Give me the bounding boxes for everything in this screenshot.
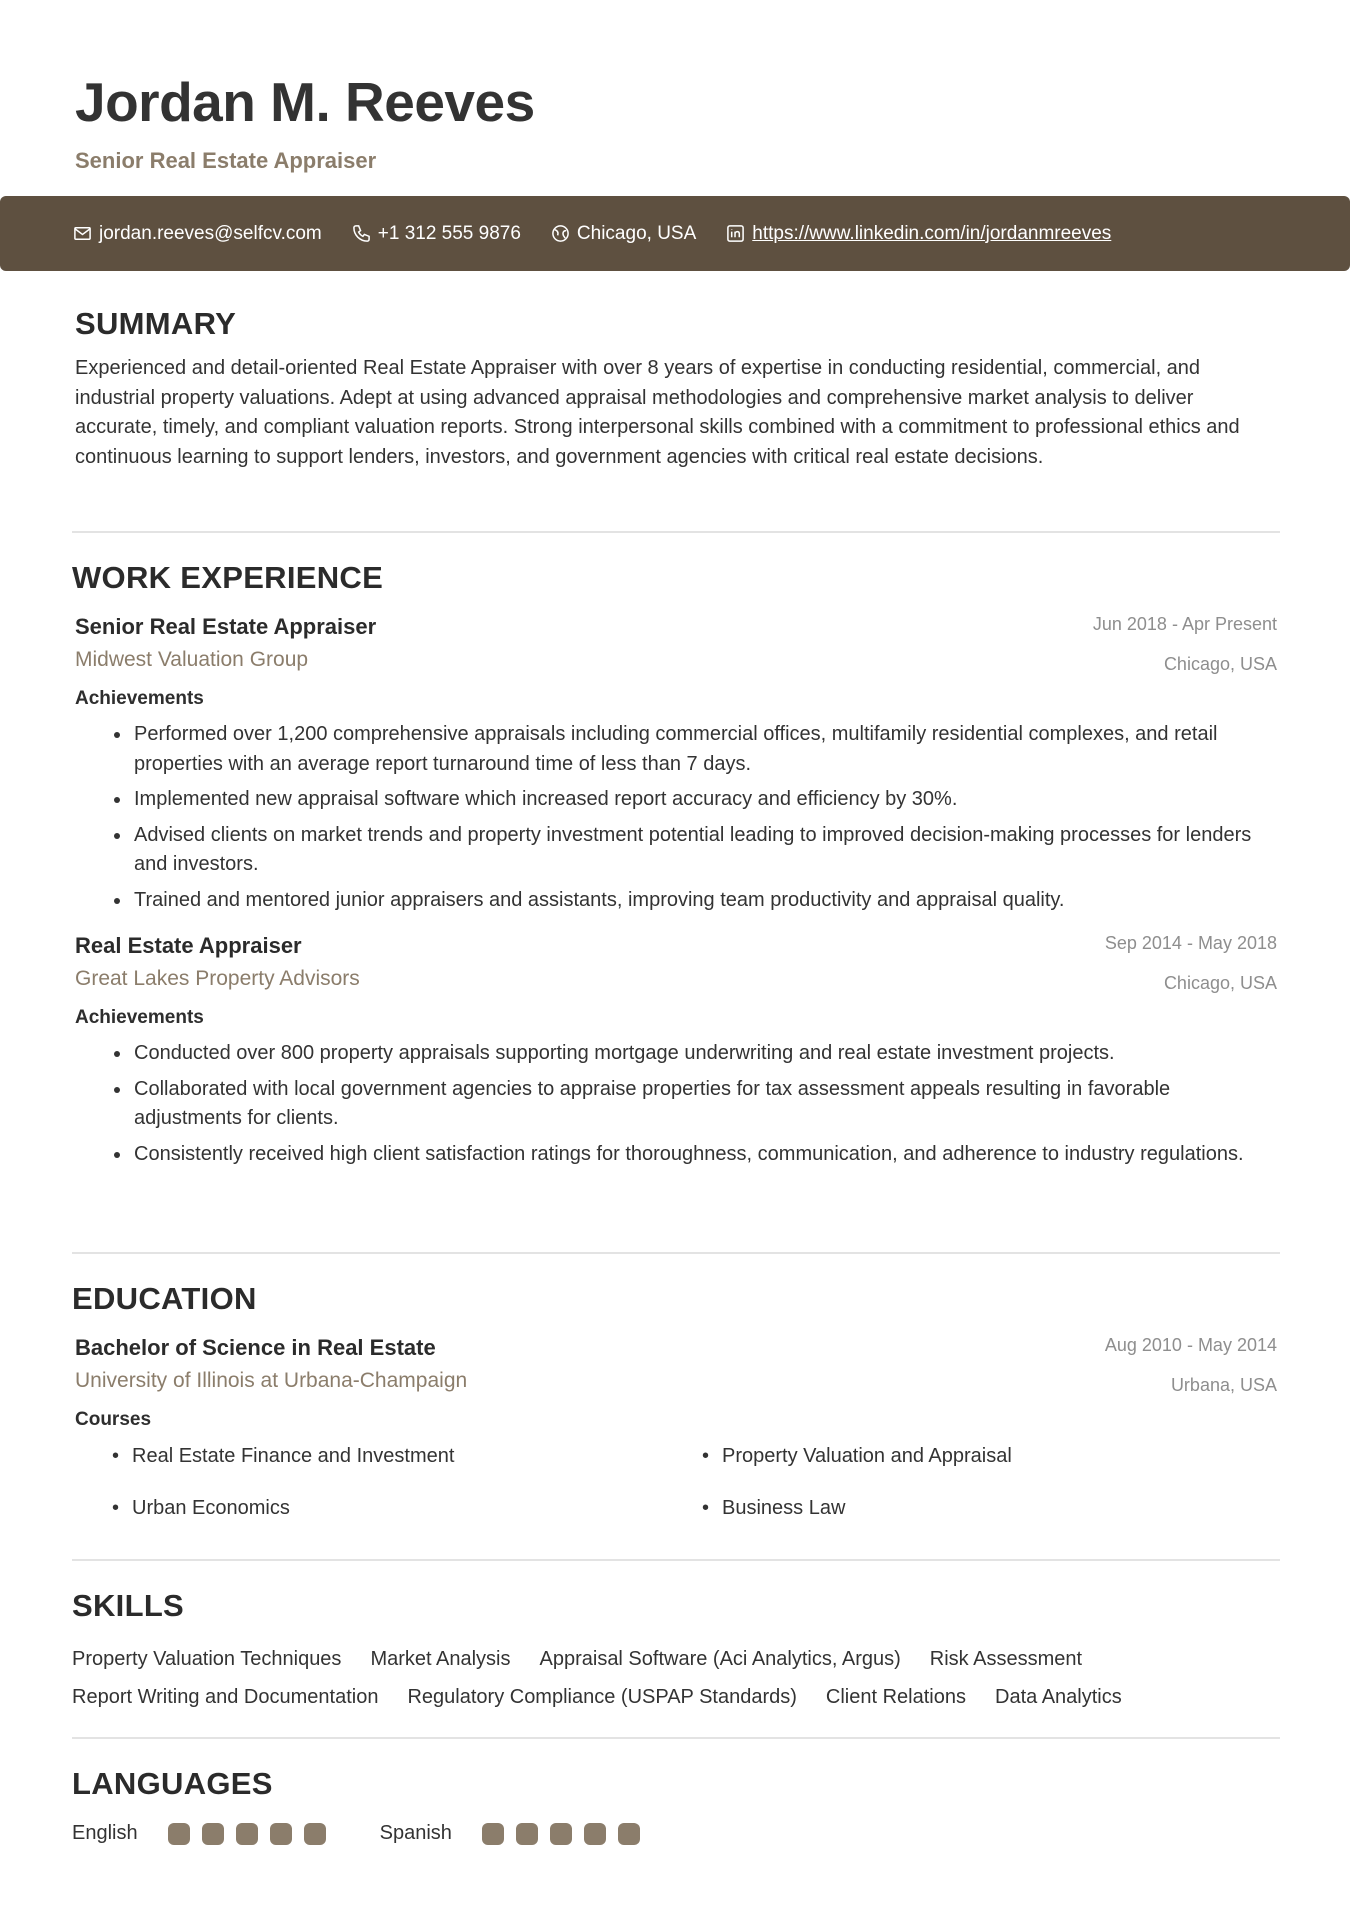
- achievements-label: Achievements: [75, 1007, 204, 1028]
- section-divider: [72, 1252, 1280, 1254]
- skills-list: [72, 1640, 1280, 1716]
- section-divider: [72, 531, 1280, 533]
- achievements-list: [72, 1039, 1280, 1169]
- course-item: • Urban Economics: [112, 1493, 702, 1545]
- phone-icon: [352, 224, 371, 243]
- education-heading: EDUCATION: [72, 1281, 257, 1316]
- experience-section: [72, 560, 1280, 1175]
- resume-header: [75, 72, 535, 174]
- achievements-list: [72, 720, 1280, 915]
- proficiency-dot: [236, 1823, 258, 1845]
- achievements-label: Achievements: [75, 688, 204, 709]
- skill-item: Appraisal Software (Aci Analytics, Argus): [539, 1648, 901, 1670]
- achievement-item: • Performed over 1,200 comprehensive appraisals including commercial offices, multifamily residential complexes, and retail properties with an average report turnaround time of less than 7 days.: [132, 720, 1280, 779]
- achievement-item: • Consistently received high client satisfaction ratings for thoroughness, communication, and adherence to industry regulations.: [132, 1140, 1280, 1170]
- courses-label: Courses: [75, 1409, 152, 1430]
- language-item: [72, 1822, 338, 1845]
- job-company: Great Lakes Property Advisors: [75, 967, 360, 990]
- languages-section: [72, 1766, 1280, 1845]
- proficiency-dot: [304, 1823, 326, 1845]
- education-entry: [72, 1335, 1280, 1545]
- skills-heading: SKILLS: [72, 1588, 185, 1623]
- proficiency-dot: [516, 1823, 538, 1845]
- skill-item: Data Analytics: [995, 1686, 1122, 1708]
- contact-phone[interactable]: [352, 223, 521, 245]
- globe-icon: [551, 224, 570, 243]
- languages-heading: LANGUAGES: [72, 1766, 273, 1801]
- email-text: jordan.reeves@selfcv.com: [99, 222, 322, 244]
- proficiency-dot: [618, 1823, 640, 1845]
- envelope-icon: [73, 224, 92, 243]
- candidate-title: Senior Real Estate Appraiser: [75, 148, 377, 173]
- skill-item: Market Analysis: [370, 1648, 511, 1670]
- experience-heading: WORK EXPERIENCE: [72, 560, 384, 595]
- language-name: Spanish: [379, 1822, 452, 1844]
- proficiency-dot: [584, 1823, 606, 1845]
- job-location: Chicago, USA: [1163, 654, 1277, 674]
- courses-list: [72, 1441, 1280, 1545]
- skill-item: Property Valuation Techniques: [72, 1648, 342, 1670]
- school-name: University of Illinois at Urbana-Champaign: [75, 1369, 468, 1392]
- job-entry: [72, 933, 1280, 1169]
- course-item: • Real Estate Finance and Investment: [112, 1441, 702, 1493]
- language-name: English: [72, 1822, 138, 1844]
- linkedin-icon: [726, 224, 745, 243]
- contact-email[interactable]: [73, 223, 322, 245]
- summary-heading: SUMMARY: [75, 306, 237, 341]
- job-location: Chicago, USA: [1163, 973, 1277, 993]
- contact-location: [551, 223, 696, 245]
- summary-section: [72, 306, 1280, 472]
- job-date: Sep 2014 - May 2018: [1104, 933, 1277, 953]
- education-date: Aug 2010 - May 2014: [1104, 1335, 1277, 1355]
- achievement-item: • Conducted over 800 property appraisals supporting mortgage underwriting and real estate investment projects.: [132, 1039, 1280, 1069]
- skill-item: Report Writing and Documentation: [72, 1686, 379, 1708]
- job-company: Midwest Valuation Group: [75, 648, 309, 671]
- languages-list: [72, 1822, 1280, 1845]
- achievement-item: • Trained and mentored junior appraisers and assistants, improving team productivity and appraisal quality.: [132, 886, 1280, 916]
- job-entry: [72, 614, 1280, 915]
- location-text: Chicago, USA: [576, 222, 697, 244]
- education-section: [72, 1281, 1280, 1545]
- education-location: Urbana, USA: [1170, 1375, 1277, 1395]
- job-title: Real Estate Appraiser: [75, 933, 302, 958]
- candidate-name: Jordan M. Reeves: [75, 71, 535, 133]
- course-item: • Property Valuation and Appraisal: [702, 1441, 1292, 1493]
- skills-section: [72, 1588, 1280, 1716]
- job-title: Senior Real Estate Appraiser: [75, 614, 377, 639]
- section-divider: [72, 1559, 1280, 1561]
- skill-item: Regulatory Compliance (USPAP Standards): [407, 1686, 797, 1708]
- achievement-item: • Collaborated with local government agencies to appraise properties for tax assessment appeals resulting in favorable adjustments for clients.: [132, 1075, 1280, 1134]
- achievement-item: • Implemented new appraisal software which increased report accuracy and efficiency by 30%.: [132, 785, 1280, 815]
- proficiency-dot: [202, 1823, 224, 1845]
- contact-linkedin[interactable]: [726, 223, 1111, 245]
- proficiency-dot: [550, 1823, 572, 1845]
- phone-text: +1 312 555 9876: [377, 222, 521, 244]
- proficiency-dot: [482, 1823, 504, 1845]
- language-item: [380, 1822, 652, 1845]
- degree-title: Bachelor of Science in Real Estate: [75, 1335, 436, 1360]
- linkedin-link[interactable]: https://www.linkedin.com/in/jordanmreeves: [752, 222, 1112, 244]
- contact-bar: [0, 196, 1350, 271]
- section-divider: [72, 1737, 1280, 1739]
- proficiency-dot: [270, 1823, 292, 1845]
- job-date: Jun 2018 - Apr Present: [1092, 614, 1277, 634]
- skill-item: Client Relations: [825, 1686, 966, 1708]
- course-item: • Business Law: [702, 1493, 1292, 1545]
- achievement-item: • Advised clients on market trends and property investment potential leading to improved decision-making processes for lenders and investors.: [132, 821, 1280, 880]
- summary-text: Experienced and detail-oriented Real Estate Appraiser with over 8 years of expertise in conducting residential, commercial, and industrial property valuations. Adept at using advanced appraisal methodologies and comprehensive market analysis to deliver accurate, timely, and compliant valuation reports. Strong interpersonal skills combined with a commitment to professional ethics and continuous learning to support lenders, investors, and government agencies with critical real estate decisions.: [75, 357, 1240, 468]
- proficiency-dot: [168, 1823, 190, 1845]
- skill-item: Risk Assessment: [929, 1648, 1083, 1670]
